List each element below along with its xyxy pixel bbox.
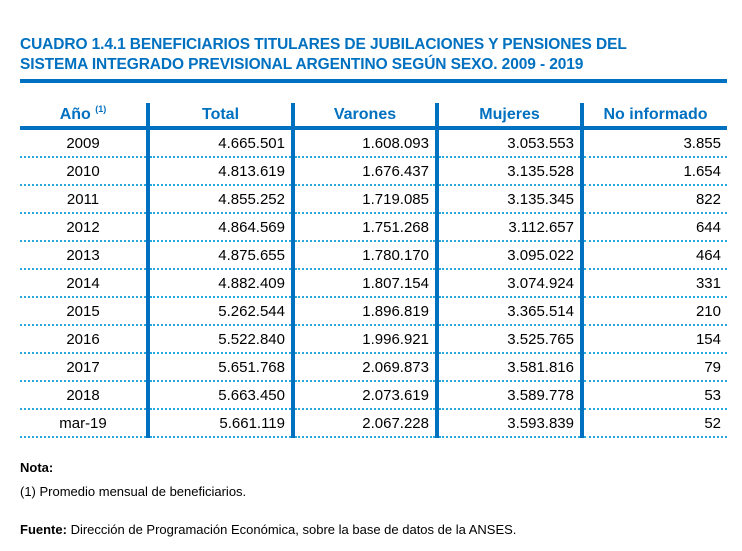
cell-year: 2011	[20, 185, 148, 213]
table-body	[20, 128, 727, 437]
cell-mujeres: 3.112.657	[437, 213, 582, 241]
beneficiaries-table-container	[20, 103, 727, 438]
table-row	[20, 381, 727, 409]
table-title	[20, 35, 730, 75]
table-row	[20, 297, 727, 325]
cell-total: 5.651.768	[148, 353, 293, 381]
source-line	[20, 522, 516, 537]
cell-year: 2016	[20, 325, 148, 353]
cell-varones: 1.608.093	[293, 128, 437, 157]
cell-no-informado: 53	[582, 381, 727, 409]
cell-no-informado: 331	[582, 269, 727, 297]
beneficiaries-table	[20, 103, 727, 438]
cell-total: 4.813.619	[148, 157, 293, 185]
cell-year: 2010	[20, 157, 148, 185]
cell-varones: 1.807.154	[293, 269, 437, 297]
table-row	[20, 185, 727, 213]
cell-year: 2009	[20, 128, 148, 157]
cell-no-informado: 210	[582, 297, 727, 325]
cell-year: 2018	[20, 381, 148, 409]
cell-mujeres: 3.525.765	[437, 325, 582, 353]
cell-varones: 1.719.085	[293, 185, 437, 213]
cell-mujeres: 3.589.778	[437, 381, 582, 409]
cell-varones: 1.751.268	[293, 213, 437, 241]
table-row	[20, 241, 727, 269]
cell-year: 2013	[20, 241, 148, 269]
title-line-2: SISTEMA INTEGRADO PREVISIONAL ARGENTINO SEGÚN SEXO. 2009 - 2019	[20, 56, 584, 73]
cell-varones: 1.996.921	[293, 325, 437, 353]
cell-total: 4.665.501	[148, 128, 293, 157]
source-label: Fuente:	[20, 522, 67, 537]
table-row	[20, 353, 727, 381]
cell-total: 4.864.569	[148, 213, 293, 241]
header-varones: Varones	[293, 103, 437, 128]
cell-mujeres: 3.135.528	[437, 157, 582, 185]
cell-no-informado: 1.654	[582, 157, 727, 185]
cell-total: 5.663.450	[148, 381, 293, 409]
header-row	[20, 103, 727, 128]
cell-year: 2012	[20, 213, 148, 241]
cell-year: 2015	[20, 297, 148, 325]
table-row	[20, 157, 727, 185]
cell-no-informado: 79	[582, 353, 727, 381]
header-total: Total	[148, 103, 293, 128]
cell-mujeres: 3.135.345	[437, 185, 582, 213]
cell-mujeres: 3.365.514	[437, 297, 582, 325]
source-text: Dirección de Programación Económica, sobre la base de datos de la ANSES.	[66, 522, 517, 537]
title-rule	[20, 79, 727, 83]
header-year-label: Año	[59, 105, 91, 123]
cell-year: 2017	[20, 353, 148, 381]
footnote-marker: (1)	[95, 103, 107, 114]
cell-year: 2014	[20, 269, 148, 297]
cell-varones: 2.069.873	[293, 353, 437, 381]
cell-varones: 2.067.228	[293, 409, 437, 437]
header-mujeres: Mujeres	[437, 103, 582, 128]
cell-no-informado: 464	[582, 241, 727, 269]
cell-total: 4.882.409	[148, 269, 293, 297]
table-row	[20, 213, 727, 241]
table-row	[20, 409, 727, 437]
cell-total: 4.855.252	[148, 185, 293, 213]
note-item: (1) Promedio mensual de beneficiarios.	[20, 484, 247, 499]
cell-total: 5.522.840	[148, 325, 293, 353]
table-row	[20, 325, 727, 353]
cell-total: 5.661.119	[148, 409, 293, 437]
cell-no-informado: 154	[582, 325, 727, 353]
cell-year: mar-19	[20, 409, 148, 437]
cell-total: 4.875.655	[148, 241, 293, 269]
cell-varones: 1.896.819	[293, 297, 437, 325]
cell-mujeres: 3.593.839	[437, 409, 582, 437]
table-row	[20, 269, 727, 297]
cell-total: 5.262.544	[148, 297, 293, 325]
table-row	[20, 128, 727, 157]
header-no-informado: No informado	[582, 103, 727, 128]
cell-mujeres: 3.053.553	[437, 128, 582, 157]
cell-mujeres: 3.095.022	[437, 241, 582, 269]
cell-no-informado: 644	[582, 213, 727, 241]
cell-varones: 1.676.437	[293, 157, 437, 185]
title-line-1: CUADRO 1.4.1 BENEFICIARIOS TITULARES DE JUBILACIONES Y PENSIONES DEL	[20, 36, 627, 53]
cell-no-informado: 822	[582, 185, 727, 213]
cell-varones: 1.780.170	[293, 241, 437, 269]
cell-no-informado: 52	[582, 409, 727, 437]
cell-no-informado: 3.855	[582, 128, 727, 157]
cell-mujeres: 3.074.924	[437, 269, 582, 297]
cell-varones: 2.073.619	[293, 381, 437, 409]
cell-mujeres: 3.581.816	[437, 353, 582, 381]
header-year	[20, 103, 148, 128]
note-title: Nota:	[20, 460, 54, 475]
